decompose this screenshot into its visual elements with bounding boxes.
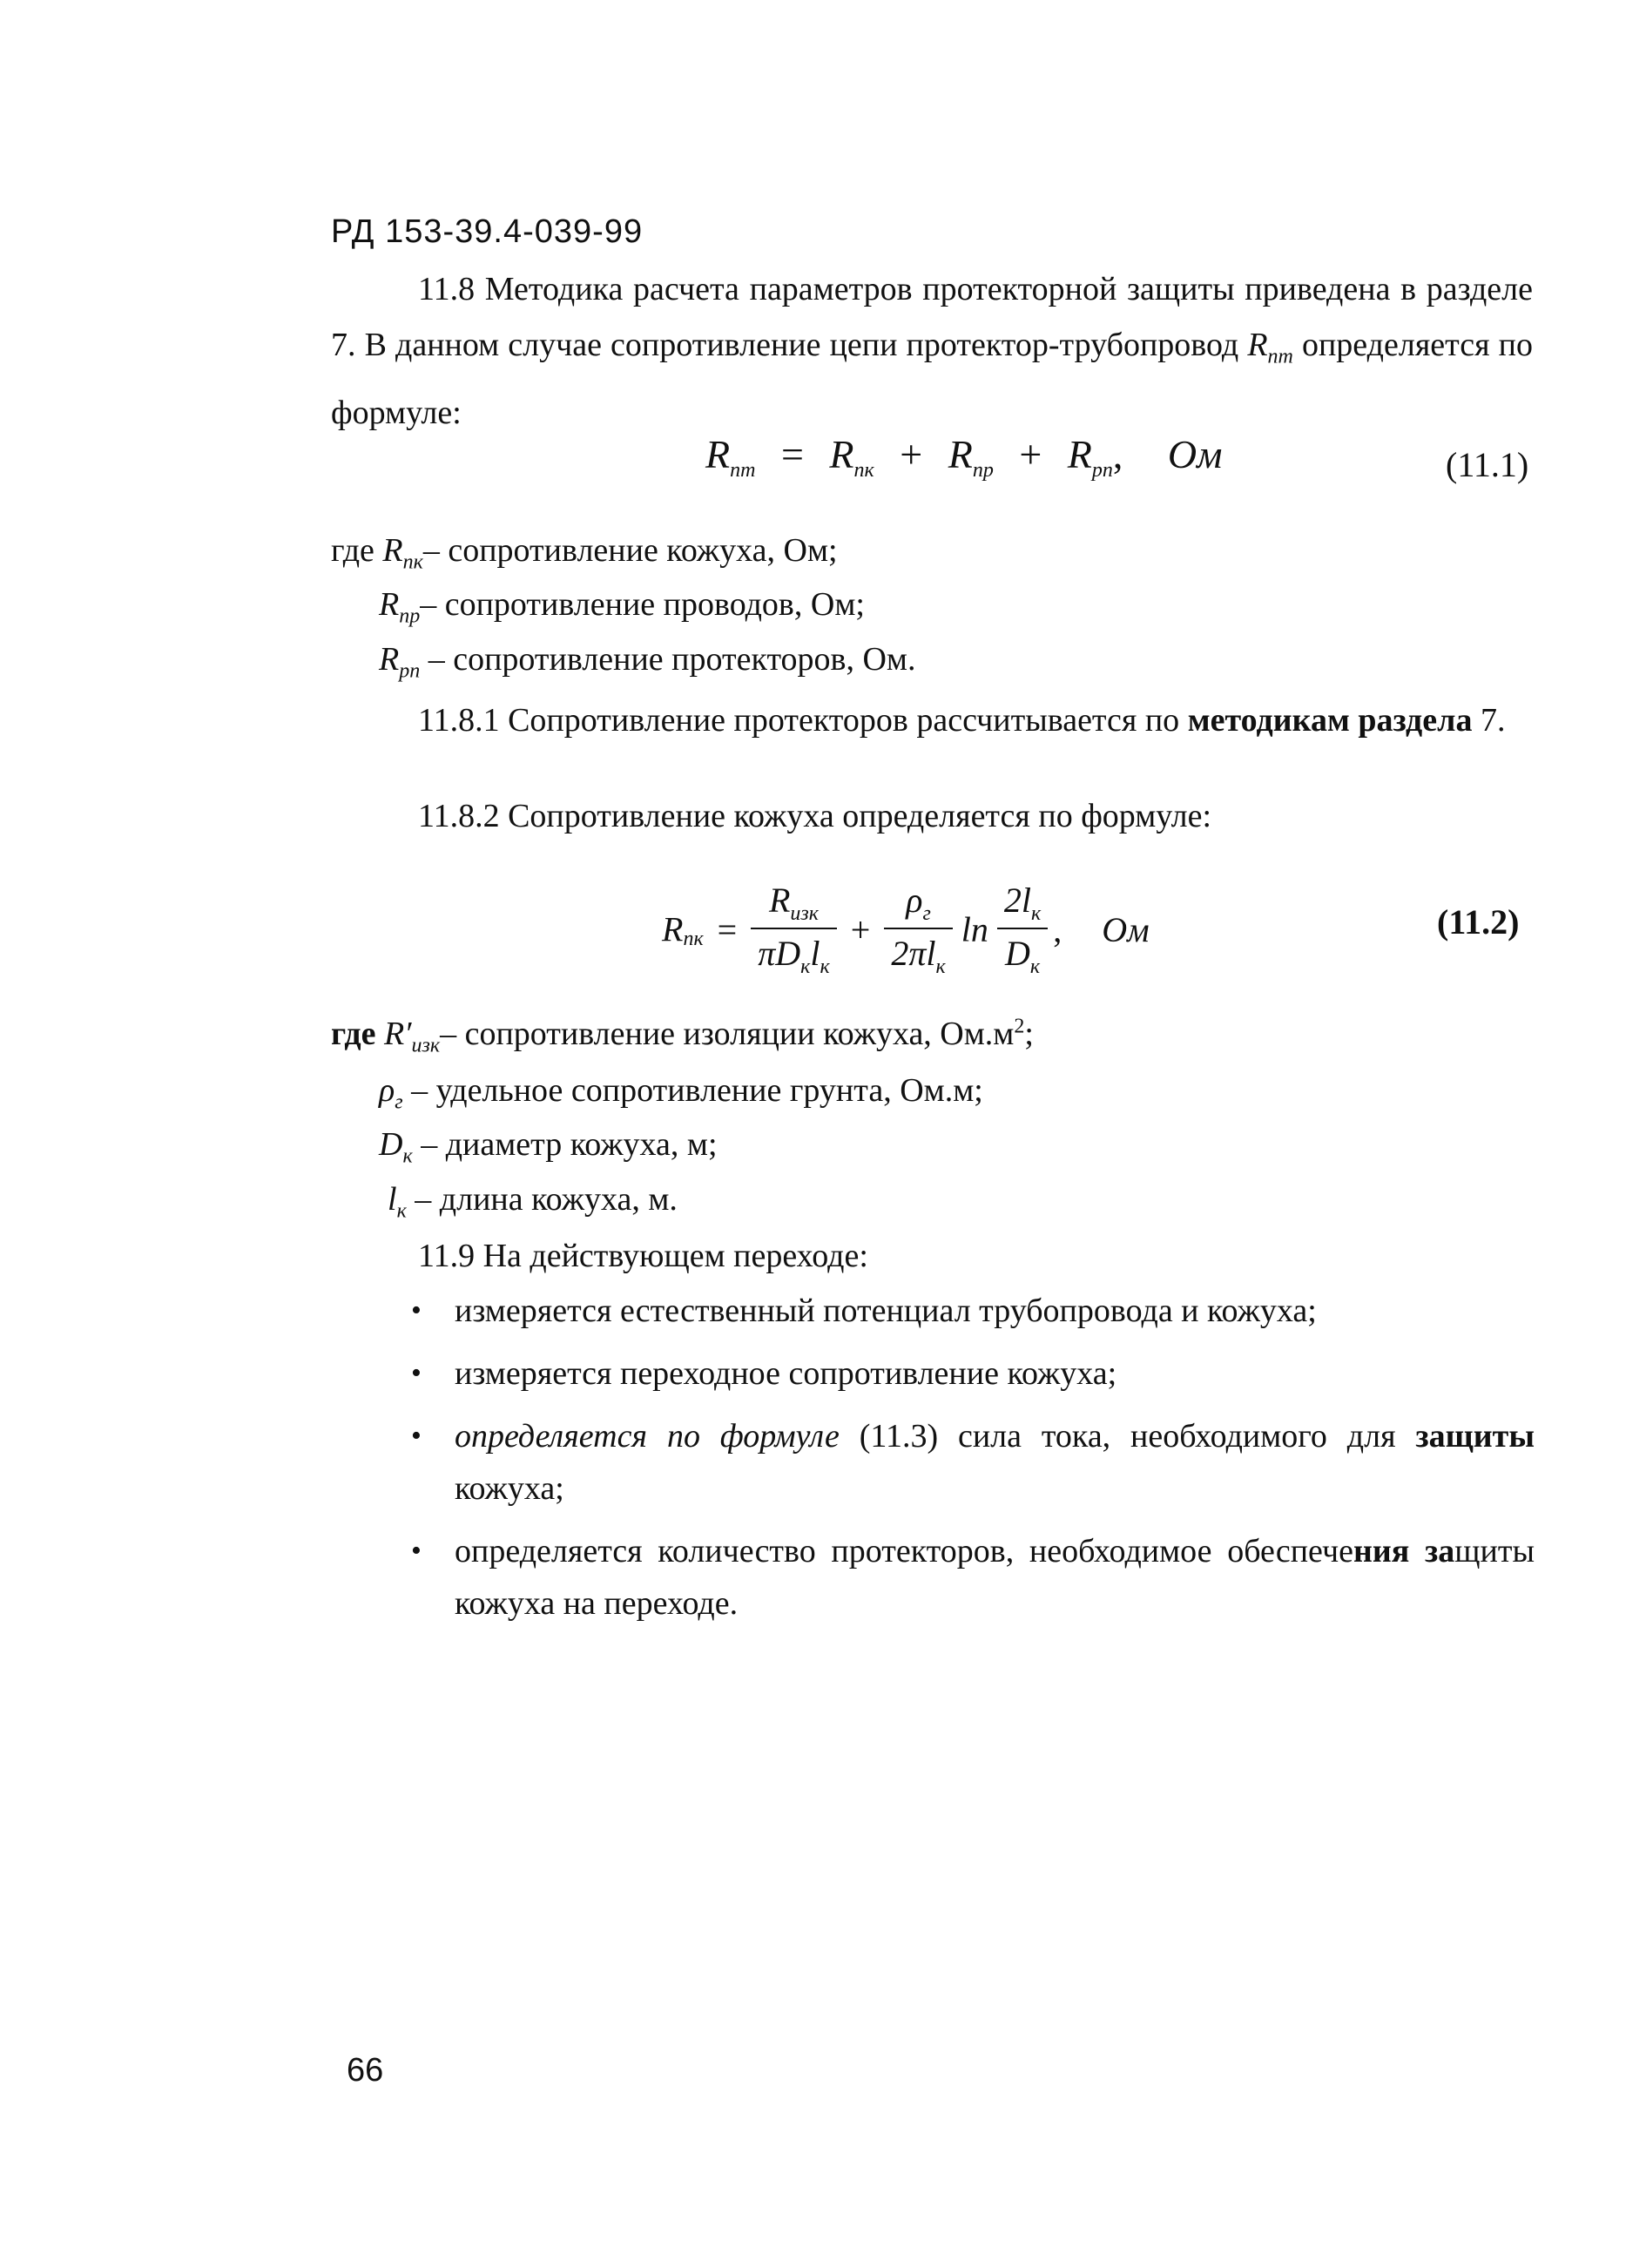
formula-subscript: пк <box>683 928 704 951</box>
document-code-header: РД 153-39.4-039-99 <box>331 213 644 250</box>
list-item-tail: кожуха; <box>455 1470 564 1507</box>
definition-text: – диаметр кожуха, м; <box>412 1126 718 1163</box>
definition-end: ; <box>1024 1016 1034 1052</box>
formula-11-2 <box>662 880 1150 979</box>
paragraph-11-8-1 <box>331 692 1533 748</box>
list-item-tail: щиты кожуха на переходе. <box>455 1533 1535 1622</box>
fraction-numerator: ρ <box>906 881 923 920</box>
list-item-text: измеряется естественный потенциал трубопровода и кожуха; <box>455 1293 1317 1329</box>
fraction-numerator: 2l <box>1003 881 1031 920</box>
list-item-bold: ния за <box>1353 1533 1455 1569</box>
formula-comma: , <box>1053 909 1062 949</box>
formula-subscript: к <box>1030 902 1042 925</box>
bullet-icon: • <box>411 1357 422 1389</box>
definition-text: – длина кожуха, м. <box>406 1181 678 1218</box>
list-item <box>411 1525 1535 1630</box>
formula-comma: , <box>1112 432 1123 476</box>
definition-text: – сопротивление проводов, Ом; <box>420 586 865 623</box>
formula-operator: = <box>717 909 738 949</box>
definition-prefix: где <box>331 1016 384 1052</box>
equation-number-11-2: (11.2) <box>1437 902 1520 942</box>
equation-number-11-1: (11.1) <box>1446 445 1529 484</box>
definition-superscript: 2 <box>1014 1015 1025 1038</box>
definition-symbol: ρ <box>379 1072 395 1109</box>
formula-term: R <box>948 432 973 476</box>
paragraph-11-8-1-text: 11.8.1 Сопротивление протекторов рассчитывается по <box>418 702 1188 739</box>
definition-subscript: к <box>402 1144 413 1168</box>
bullet-icon: • <box>411 1535 422 1567</box>
formula-subscript: к <box>935 955 946 978</box>
formula-subscript: пк <box>853 459 874 483</box>
definition-symbol: l <box>388 1181 397 1218</box>
list-item-bold: защиты <box>1415 1418 1535 1455</box>
bullet-icon: • <box>411 1294 422 1326</box>
list-item-text: определяется количество протекторов, необходимое обеспече <box>455 1533 1353 1569</box>
definition-l-k <box>388 1180 678 1224</box>
fraction-denominator: πD <box>758 934 801 973</box>
definition-text: – удельное сопротивление грунта, Ом.м; <box>402 1072 983 1109</box>
definition-subscript: пр <box>399 604 421 628</box>
formula-subscript: к <box>800 955 811 978</box>
definition-subscript: к <box>396 1199 407 1223</box>
definition-text: – сопротивление кожуха, Ом; <box>422 532 838 569</box>
fraction-soil <box>884 880 952 979</box>
formula-operator: + <box>900 432 923 476</box>
definition-r-rp <box>379 640 915 684</box>
formula-term: R <box>1067 432 1092 476</box>
paragraph-11-9: 11.9 На действующем переходе: <box>418 1238 868 1274</box>
symbol-r: R <box>1247 327 1268 363</box>
paragraph-11-8-tail: определяется по формуле: <box>331 327 1533 431</box>
definition-symbol: D <box>379 1126 403 1163</box>
formula-operator: = <box>780 432 804 476</box>
fraction-length-diameter <box>997 880 1048 979</box>
formula-subscript: изк <box>790 902 820 925</box>
formula-11-1 <box>705 431 1222 483</box>
formula-term: R <box>829 432 854 476</box>
definition-r-izk <box>331 1015 1034 1058</box>
formula-subscript: рп <box>1091 459 1113 483</box>
definition-d-k <box>379 1125 718 1169</box>
definition-subscript: г <box>395 1090 403 1114</box>
formula-unit: Ом <box>1167 432 1223 476</box>
fraction-denominator: 2πl <box>891 934 936 973</box>
bullet-list <box>411 1285 1535 1640</box>
formula-subscript: пр <box>972 459 994 483</box>
paragraph-11-8 <box>331 261 1533 441</box>
formula-subscript: г <box>922 902 931 925</box>
definition-text: – сопротивление протекторов, Ом. <box>420 641 916 678</box>
list-item-italic: определяется по формуле <box>455 1418 840 1455</box>
definition-prefix: где <box>331 532 383 569</box>
bullet-icon: • <box>411 1420 422 1452</box>
definition-subscript: рп <box>399 659 421 683</box>
formula-subscript: пт <box>730 459 756 483</box>
formula-operator: + <box>850 909 871 949</box>
definition-symbol: R′ <box>383 1016 412 1052</box>
list-item <box>411 1410 1535 1515</box>
definition-subscript: изк <box>411 1034 441 1057</box>
formula-operator: + <box>1019 432 1042 476</box>
definition-symbol: R <box>379 641 400 678</box>
fraction-denominator: D <box>1004 934 1030 973</box>
fraction-insulation <box>751 880 837 979</box>
formula-subscript: к <box>1029 955 1041 978</box>
definition-symbol: R <box>379 586 400 623</box>
definition-r-pk <box>331 531 838 575</box>
fraction-denominator: l <box>810 934 820 973</box>
fraction-numerator: R <box>768 881 791 920</box>
formula-term: R <box>662 909 684 949</box>
paragraph-11-8-1-bold: методикам раздела <box>1187 702 1473 739</box>
list-item-text: (11.3) сила тока, необходимого для <box>839 1418 1416 1455</box>
formula-term: R <box>705 432 731 476</box>
paragraph-11-8-text: 11.8 Методика расчета параметров протекторной защиты приведена в разделе 7. В данном случае сопротивление цепи протектор-трубопровод <box>331 271 1533 363</box>
definition-subscript: пк <box>402 550 423 574</box>
formula-unit: Ом <box>1102 909 1150 949</box>
page-number: 66 <box>347 2052 384 2089</box>
definition-text: – сопротивление изоляции кожуха, Ом.м <box>440 1016 1015 1052</box>
symbol-subscript: пт <box>1267 345 1293 368</box>
definition-r-pr <box>379 585 865 629</box>
list-item-text: измеряется переходное сопротивление кожуха; <box>455 1355 1117 1392</box>
paragraph-11-8-1-tail: 7. <box>1472 702 1506 739</box>
list-item <box>411 1285 1535 1337</box>
formula-subscript: к <box>820 955 830 978</box>
paragraph-11-8-2: 11.8.2 Сопротивление кожуха определяется по формуле: <box>418 798 1211 834</box>
list-item <box>411 1347 1535 1400</box>
definition-symbol: R <box>382 532 403 569</box>
formula-ln: ln <box>961 909 988 949</box>
definition-rho-g <box>379 1071 983 1115</box>
